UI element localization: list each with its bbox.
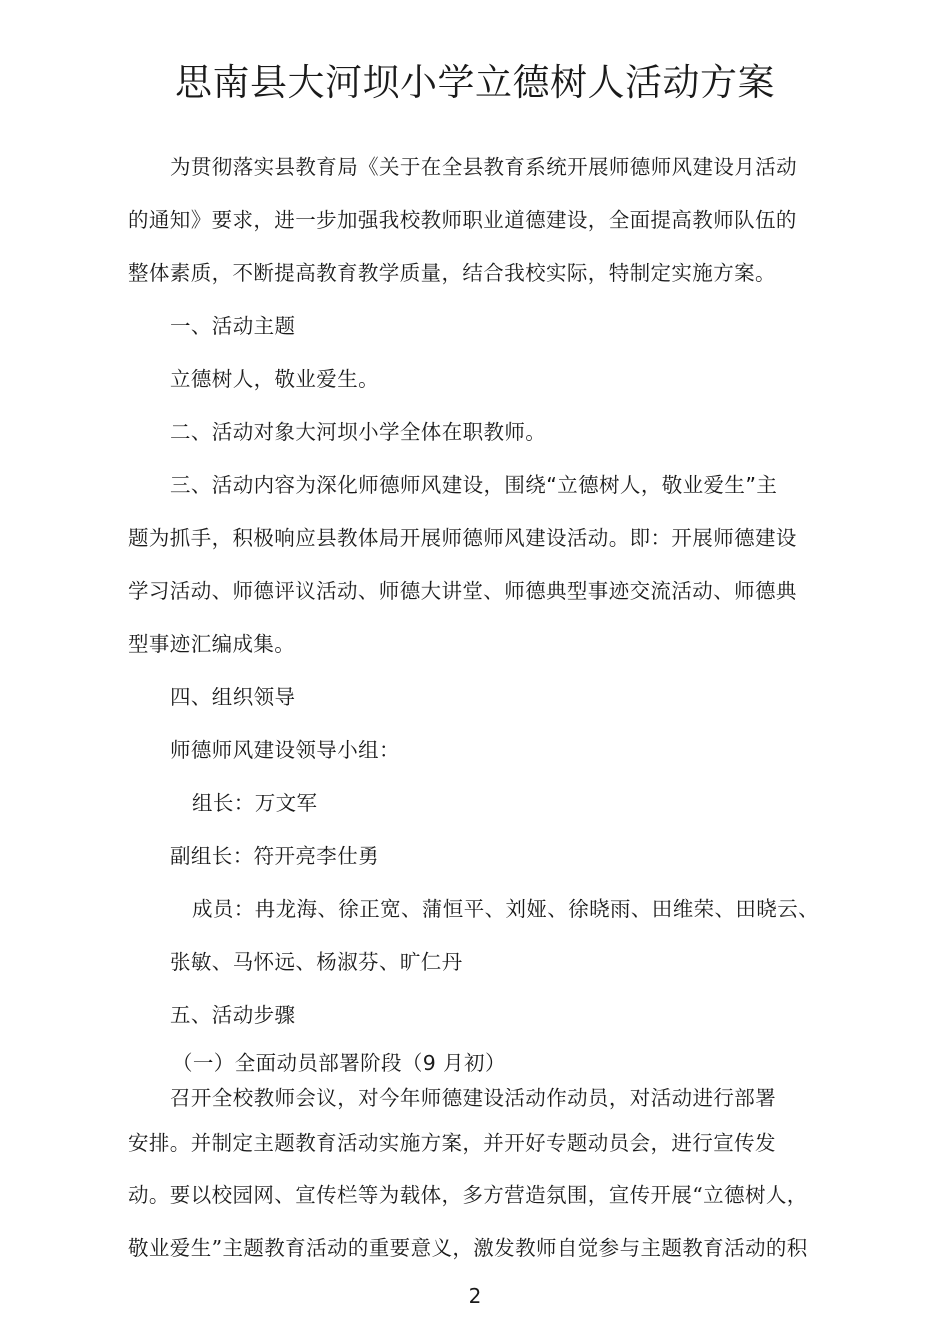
- paragraph-line: 立德树人，敬业爱生。: [170, 367, 379, 391]
- deputy-leader-line: 副组长：符开亮李仕勇: [170, 844, 379, 868]
- section-heading: 三、活动内容为深化师德师风建设，围绕“立德树人，敬业爱生”主: [170, 473, 778, 497]
- section-heading: 二、活动对象大河坝小学全体在职教师。: [170, 420, 547, 444]
- paragraph-line: 型事迹汇编成集。: [128, 632, 296, 656]
- members-line: 成员：冉龙海、徐正宽、蒲恒平、刘娅、徐晓雨、田维荣、田晓云、: [192, 897, 819, 921]
- leader-line: 组长：万文军: [192, 791, 318, 815]
- paragraph-line: 师德师风建设领导小组：: [170, 738, 400, 762]
- paragraph-line: 动。要以校园网、宣传栏等为载体，多方营造氛围，宣传开展“立德树人，: [128, 1183, 808, 1207]
- paragraph-line: 学习活动、师德评议活动、师德大讲堂、师德典型事迹交流活动、师德典: [128, 579, 797, 603]
- paragraph-line: 召开全校教师会议，对今年师德建设活动作动员，对活动进行部署: [170, 1086, 777, 1110]
- section-heading: 五、活动步骤: [170, 1003, 296, 1027]
- section-heading: 一、活动主题: [170, 314, 296, 338]
- paragraph-line: 为贯彻落实县教育局《关于在全县教育系统开展师德师风建设月活动: [170, 155, 797, 179]
- section-heading: 四、组织领导: [170, 685, 296, 709]
- members-line: 张敏、马怀远、杨淑芬、旷仁丹: [170, 950, 463, 974]
- paragraph-line: 整体素质，不断提高教育教学质量，结合我校实际，特制定实施方案。: [128, 261, 776, 285]
- paragraph-line: 的通知》要求，进一步加强我校教师职业道德建设，全面提高教师队伍的: [128, 208, 797, 232]
- paragraph-line: 敬业爱生”主题教育活动的重要意义，激发教师自觉参与主题教育活动的积: [128, 1236, 808, 1260]
- paragraph-line: 安排。并制定主题教育活动实施方案，并开好专题动员会，进行宣传发: [128, 1131, 776, 1155]
- subsection-heading: （一）全面动员部署阶段（9 月初）: [172, 1051, 506, 1075]
- page-number: 2: [468, 1284, 482, 1308]
- paragraph-line: 题为抓手，积极响应县教体局开展师德师风建设活动。即：开展师德建设: [128, 526, 797, 550]
- document-title: 思南县大河坝小学立德树人活动方案: [175, 61, 775, 104]
